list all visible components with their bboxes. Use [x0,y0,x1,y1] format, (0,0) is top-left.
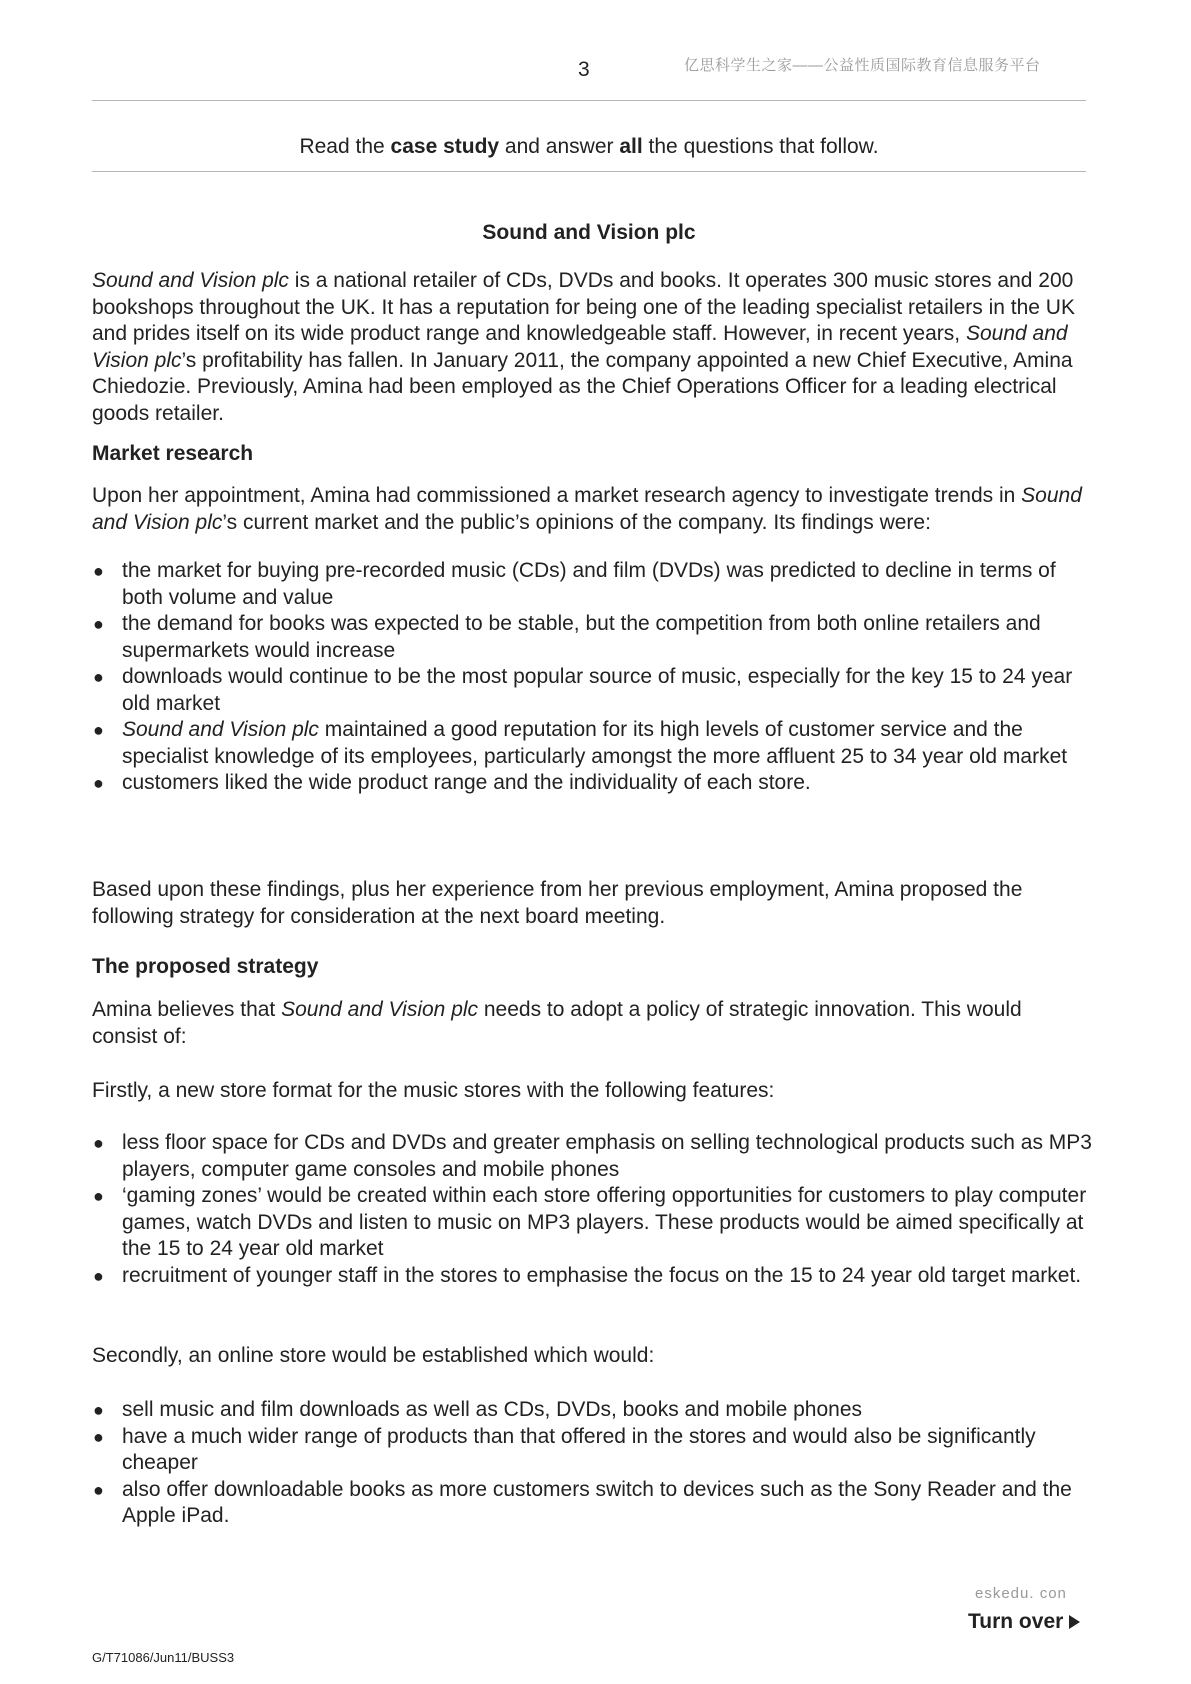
market-research-findings-list [92,558,1092,797]
list-item-text: have a much wider range of products than that offered in the stores and would also be significantly cheaper [122,1424,1036,1474]
list-item [92,664,1092,717]
online-store-features-list [92,1397,1092,1530]
secondly-paragraph: Secondly, an online store would be established which would: [92,1344,655,1367]
company-name: Sound and Vision plc [92,484,1082,534]
document-code: G/T71086/Jun11/BUSS3 [92,1650,235,1665]
case-study-title: Sound and Vision plc [482,221,696,244]
market-research-heading: Market research [92,442,254,465]
list-item [92,1477,1092,1530]
strategy-paragraph [92,997,1092,1050]
list-item [92,558,1092,611]
store-format-features-list [92,1130,1092,1289]
bullet-icon: ● [93,614,104,634]
instruction-line [92,135,1086,159]
list-item [92,770,1092,797]
list-item-text: the market for buying pre-recorded music (CDs) and film (DVDs) was predicted to decline in terms of both volume and value [122,559,1056,609]
paragraph-text: ’s current market and the public’s opinions of the company. Its findings were: [222,510,931,534]
list-item-text: less floor space for CDs and DVDs and greater emphasis on selling technological products such as MP3 players, computer game consoles and mobile phones [122,1131,1092,1181]
conclusion-paragraph: Based upon these findings, plus her experience from her previous employment, Amina proposed the following strategy for consideration at the next board meeting. [92,878,1023,928]
firstly-paragraph: Firstly, a new store format for the music stores with the following features: [92,1079,775,1102]
instruction-text: Read the [299,135,391,158]
market-research-paragraph [92,483,1092,536]
bullet-icon: ● [93,561,104,581]
company-name: Sound and Vision plc [92,322,1068,372]
intro-text: is a national retailer of CDs, DVDs and books. It operates 300 music stores and 200 bookshops throughout the UK. It has a reputation for being one of the leading specialist retailers in the UK and prides itself on its wide product range and knowledgeable staff. However, in recent years, [92,269,1075,345]
list-item [92,1130,1092,1183]
header-watermark: 亿思科学生之家——公益性质国际教育信息服务平台 [684,57,1041,74]
footer-watermark: eskedu. con [975,1585,1067,1602]
list-item-text: maintained a good reputation for its high levels of customer service and the specialist knowledge of its employees, particularly amongst the more affluent 25 to 34 year old market [122,718,1068,768]
instruction-text: and answer [499,135,620,158]
list-item-text: ‘gaming zones’ would be created within each store offering opportunities for customers to play computer games, watch DVDs and listen to music on MP3 players. These products would be aimed specifically at the 15 to 24 year old market [122,1184,1087,1260]
list-item [92,611,1092,664]
turn-over-indicator [968,1610,1080,1634]
list-item-text: downloads would continue to be the most popular source of music, especially for the key 15 to 24 year old market [122,665,1073,715]
paragraph-text: needs to adopt a policy of strategic innovation. This would consist of: [92,998,1022,1048]
list-item [92,1263,1092,1290]
bullet-icon: ● [93,1400,104,1420]
proposed-strategy-heading: The proposed strategy [92,955,319,978]
top-divider [92,100,1086,101]
company-name: Sound and Vision plc [92,269,289,292]
turn-over-label: Turn over [968,1610,1064,1633]
intro-paragraph [92,268,1092,427]
bullet-icon: ● [93,1265,104,1286]
list-item-text: also offer downloadable books as more customers switch to devices such as the Sony Reader and the Apple iPad. [122,1477,1072,1527]
bullet-icon: ● [93,773,104,793]
company-name: Sound and Vision plc [122,718,319,741]
instruction-bold-case-study: case study [390,135,500,158]
bullet-icon: ● [93,1133,104,1153]
paragraph-text: Amina believes that [92,998,282,1021]
bottom-divider [92,171,1086,172]
list-item-text: the demand for books was expected to be stable, but the competition from both online retailers and supermarkets would increase [122,612,1041,662]
paragraph-text: Upon her appointment, Amina had commissioned a market research agency to investigate trends in [92,484,1022,507]
bullet-icon: ● [93,667,104,687]
list-item [92,1397,1092,1424]
intro-text: ’s profitability has fallen. In January 2011, the company appointed a new Chief Executive, Amina Chiedozie. Previously, Amina had been employed as the Chief Operations Officer for a leading electrical goods retailer. [92,348,1073,425]
list-item-text: customers liked the wide product range and the individuality of each store. [122,771,811,794]
play-arrow-icon [1069,1615,1080,1629]
bullet-icon: ● [93,720,104,740]
instruction-bold-all: all [619,135,643,158]
list-item-text: sell music and film downloads as well as CDs, DVDs, books and mobile phones [122,1398,863,1421]
list-item [92,1424,1092,1477]
bullet-icon: ● [93,1479,104,1500]
page-number: 3 [578,58,590,81]
bullet-icon: ● [93,1426,104,1447]
instruction-text: the questions that follow. [642,135,879,158]
list-item-text: recruitment of younger staff in the stores to emphasise the focus on the 15 to 24 year old target market. [122,1263,1082,1287]
bullet-icon: ● [93,1186,104,1206]
company-name: Sound and Vision plc [281,998,479,1021]
list-item [92,717,1092,770]
list-item [92,1183,1092,1263]
